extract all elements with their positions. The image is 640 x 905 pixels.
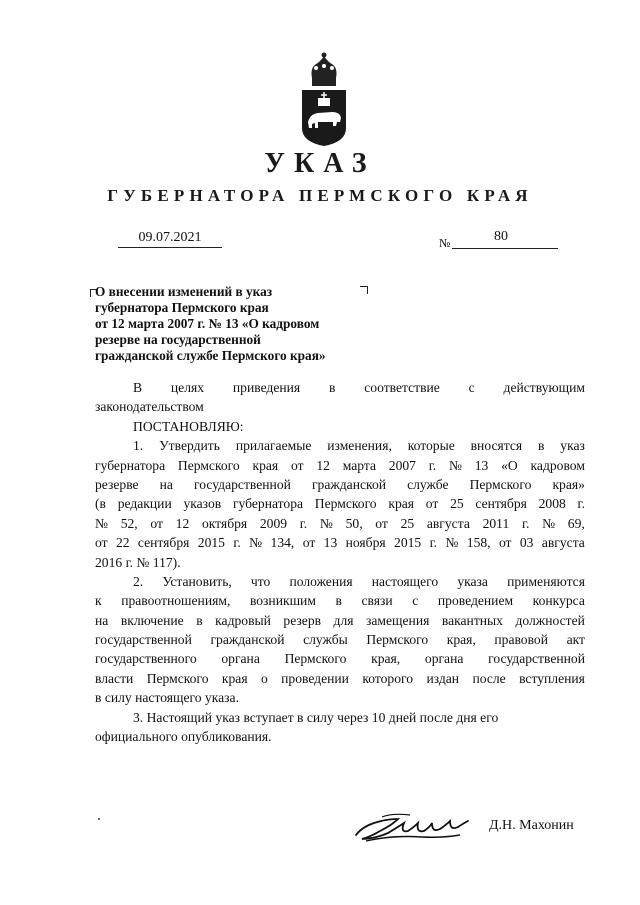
word: 50,	[345, 515, 363, 531]
word: проведением	[437, 593, 514, 609]
subject-line: гражданской службе Пермского края»	[95, 348, 326, 363]
word: 2015	[394, 535, 422, 551]
word: изменения,	[327, 438, 392, 454]
word: о	[260, 670, 268, 686]
word: от	[150, 515, 163, 531]
word: 134,	[270, 535, 295, 551]
word: в	[538, 438, 545, 454]
word: службы	[303, 632, 348, 648]
word: края	[221, 670, 248, 686]
word: прилагаемые	[235, 438, 312, 454]
word: края,	[371, 651, 401, 667]
word: власти	[95, 670, 134, 686]
word: настоящего	[371, 573, 439, 589]
paragraph-1-line	[95, 436, 585, 455]
paragraph-1-line: 2016 г. № 117).	[95, 554, 181, 570]
word: должностей	[515, 612, 585, 628]
word: Пермского	[314, 496, 377, 512]
signatory-name: Д.Н. Махонин	[489, 818, 574, 833]
word: издан	[426, 670, 460, 686]
number-label: №	[439, 236, 451, 250]
word: г.	[428, 457, 437, 473]
word: после	[472, 670, 506, 686]
decree-body	[95, 378, 585, 746]
word: правовой	[494, 632, 548, 648]
word: с	[468, 380, 475, 395]
word: 2009	[259, 515, 288, 531]
paragraph-1-line	[95, 456, 585, 475]
word: №	[542, 515, 556, 531]
word: от	[302, 535, 316, 551]
word: указов	[183, 496, 222, 512]
paragraph-3-line: 3. Настоящий указ вступает в силу через 10 дней после дня его	[133, 709, 499, 725]
word: государственной	[194, 476, 291, 492]
word: органа	[221, 651, 260, 667]
word: г.	[299, 515, 308, 531]
stray-mark	[98, 818, 100, 820]
word: указа	[457, 573, 488, 589]
word: замещения	[366, 612, 430, 628]
subject-line: губернатора Пермского края	[95, 300, 269, 315]
paragraph-2-line	[95, 669, 585, 688]
word: 158,	[466, 535, 491, 551]
word: 1.	[133, 438, 144, 454]
word: 12	[175, 515, 190, 531]
decree-subject	[95, 284, 385, 364]
word: г.	[429, 535, 438, 551]
word: на	[95, 612, 109, 628]
word: государственной	[488, 651, 585, 667]
word: резерв	[283, 612, 322, 628]
word: к	[95, 593, 102, 609]
word: «О	[501, 457, 518, 473]
word: 69,	[567, 515, 585, 531]
word: правоотношениям,	[121, 593, 231, 609]
word: края	[388, 496, 415, 512]
word: от	[375, 515, 388, 531]
word: возникшим	[249, 593, 316, 609]
word: сентября	[475, 496, 527, 512]
word: г.	[577, 496, 585, 512]
word: которые	[407, 438, 455, 454]
word: 22	[115, 535, 130, 551]
word: края,	[446, 632, 476, 648]
word: гражданской	[210, 632, 285, 648]
word: №	[95, 515, 108, 531]
subject-line: резерве на государственной	[95, 332, 261, 347]
paragraph-1-line	[95, 533, 585, 552]
word: приведения	[232, 380, 301, 395]
word: связи	[361, 593, 393, 609]
word: 25	[400, 515, 415, 531]
word: вступления	[519, 670, 585, 686]
word: кадровом	[530, 457, 585, 473]
word: соответствие	[364, 380, 440, 395]
word: Пермского	[146, 670, 209, 686]
paragraph-1-line	[95, 494, 585, 513]
word: для	[333, 612, 354, 628]
word: 03	[519, 535, 534, 551]
intro-line	[95, 378, 585, 397]
word: от	[290, 457, 304, 473]
word: губернатора	[95, 457, 166, 473]
word: в	[329, 380, 336, 395]
word: г.	[521, 515, 530, 531]
paragraph-2-line: в силу настоящего указа.	[95, 690, 239, 706]
word: сентября	[137, 535, 190, 551]
word: вакантных	[441, 612, 503, 628]
word: целях	[170, 380, 205, 395]
subject-line: от 12 марта 2007 г. № 13 «О кадровом	[95, 316, 320, 331]
paragraph-2-line	[95, 649, 585, 668]
word: 13	[323, 535, 338, 551]
word: края	[252, 457, 279, 473]
paragraph-2-line	[95, 572, 585, 591]
word: включение	[120, 612, 184, 628]
word: Пермского	[366, 632, 429, 648]
word: вносятся	[470, 438, 523, 454]
intro-line: законодательством	[95, 399, 204, 415]
word: августа	[541, 535, 585, 551]
word: Пермского	[469, 476, 532, 492]
word: применяются	[507, 573, 585, 589]
word: от	[425, 496, 439, 512]
paragraph-2-line	[95, 611, 585, 630]
word: 12	[316, 457, 330, 473]
word: г.	[233, 535, 241, 551]
word: редакции	[117, 496, 172, 512]
word: октября	[201, 515, 248, 531]
word: с	[412, 593, 419, 609]
word: №	[249, 535, 263, 551]
word: губернатора	[232, 496, 304, 512]
word: действующим	[503, 380, 585, 395]
word: указ	[560, 438, 585, 454]
word: государственной	[95, 632, 192, 648]
word: 25	[450, 496, 464, 512]
word: 2008	[538, 496, 566, 512]
word: конкурса	[532, 593, 585, 609]
word: на	[159, 476, 173, 492]
word: Пермского	[177, 457, 240, 473]
paragraph-3-line: официального опубликования.	[95, 729, 272, 745]
paragraph-1-line	[95, 475, 585, 494]
word: Утвердить	[159, 438, 220, 454]
word: службе	[407, 476, 449, 492]
word: №	[448, 457, 462, 473]
word: кадровый	[215, 612, 271, 628]
word: государственного	[95, 651, 197, 667]
word: положения	[289, 573, 353, 589]
word: органа	[424, 651, 464, 667]
word: августа	[426, 515, 470, 531]
word: 2015	[197, 535, 225, 551]
word: №	[319, 515, 333, 531]
word: в	[196, 612, 203, 628]
word: №	[445, 535, 459, 551]
word: что	[250, 573, 271, 589]
word: гражданской	[311, 476, 387, 492]
word: 2007	[388, 457, 416, 473]
decree-word: ПОСТАНОВЛЯЮ:	[133, 418, 244, 434]
decree-date: 09.07.2021	[118, 230, 222, 248]
paragraph-1-line	[95, 514, 585, 533]
word: марта	[342, 457, 376, 473]
word: от	[95, 535, 108, 551]
word: которого	[362, 670, 414, 686]
perm-krai-coat-of-arms-icon	[296, 52, 352, 148]
word: В	[133, 380, 143, 395]
word: края»	[552, 476, 585, 492]
word: Пермского	[284, 651, 347, 667]
word: 2.	[133, 573, 144, 589]
word: акт	[566, 632, 585, 648]
word: (в	[95, 496, 106, 512]
word: в	[335, 593, 342, 609]
word: проведении	[281, 670, 349, 686]
subject-line: О внесении изменений в указ	[95, 284, 273, 299]
handwritten-signature	[352, 805, 472, 849]
paragraph-2-line	[95, 591, 585, 610]
word: 2011	[482, 515, 510, 531]
word: 13	[474, 457, 489, 473]
word: Установить,	[162, 573, 232, 589]
document-title: УКАЗ	[264, 148, 376, 179]
word: резерве	[95, 476, 139, 492]
word: от	[498, 535, 512, 551]
decree-number: 80	[494, 229, 508, 244]
document-subtitle: ГУБЕРНАТОРА ПЕРМСКОГО КРАЯ	[107, 186, 533, 205]
paragraph-2-line	[95, 630, 585, 649]
word: ноября	[345, 535, 386, 551]
word: 52,	[120, 515, 138, 531]
